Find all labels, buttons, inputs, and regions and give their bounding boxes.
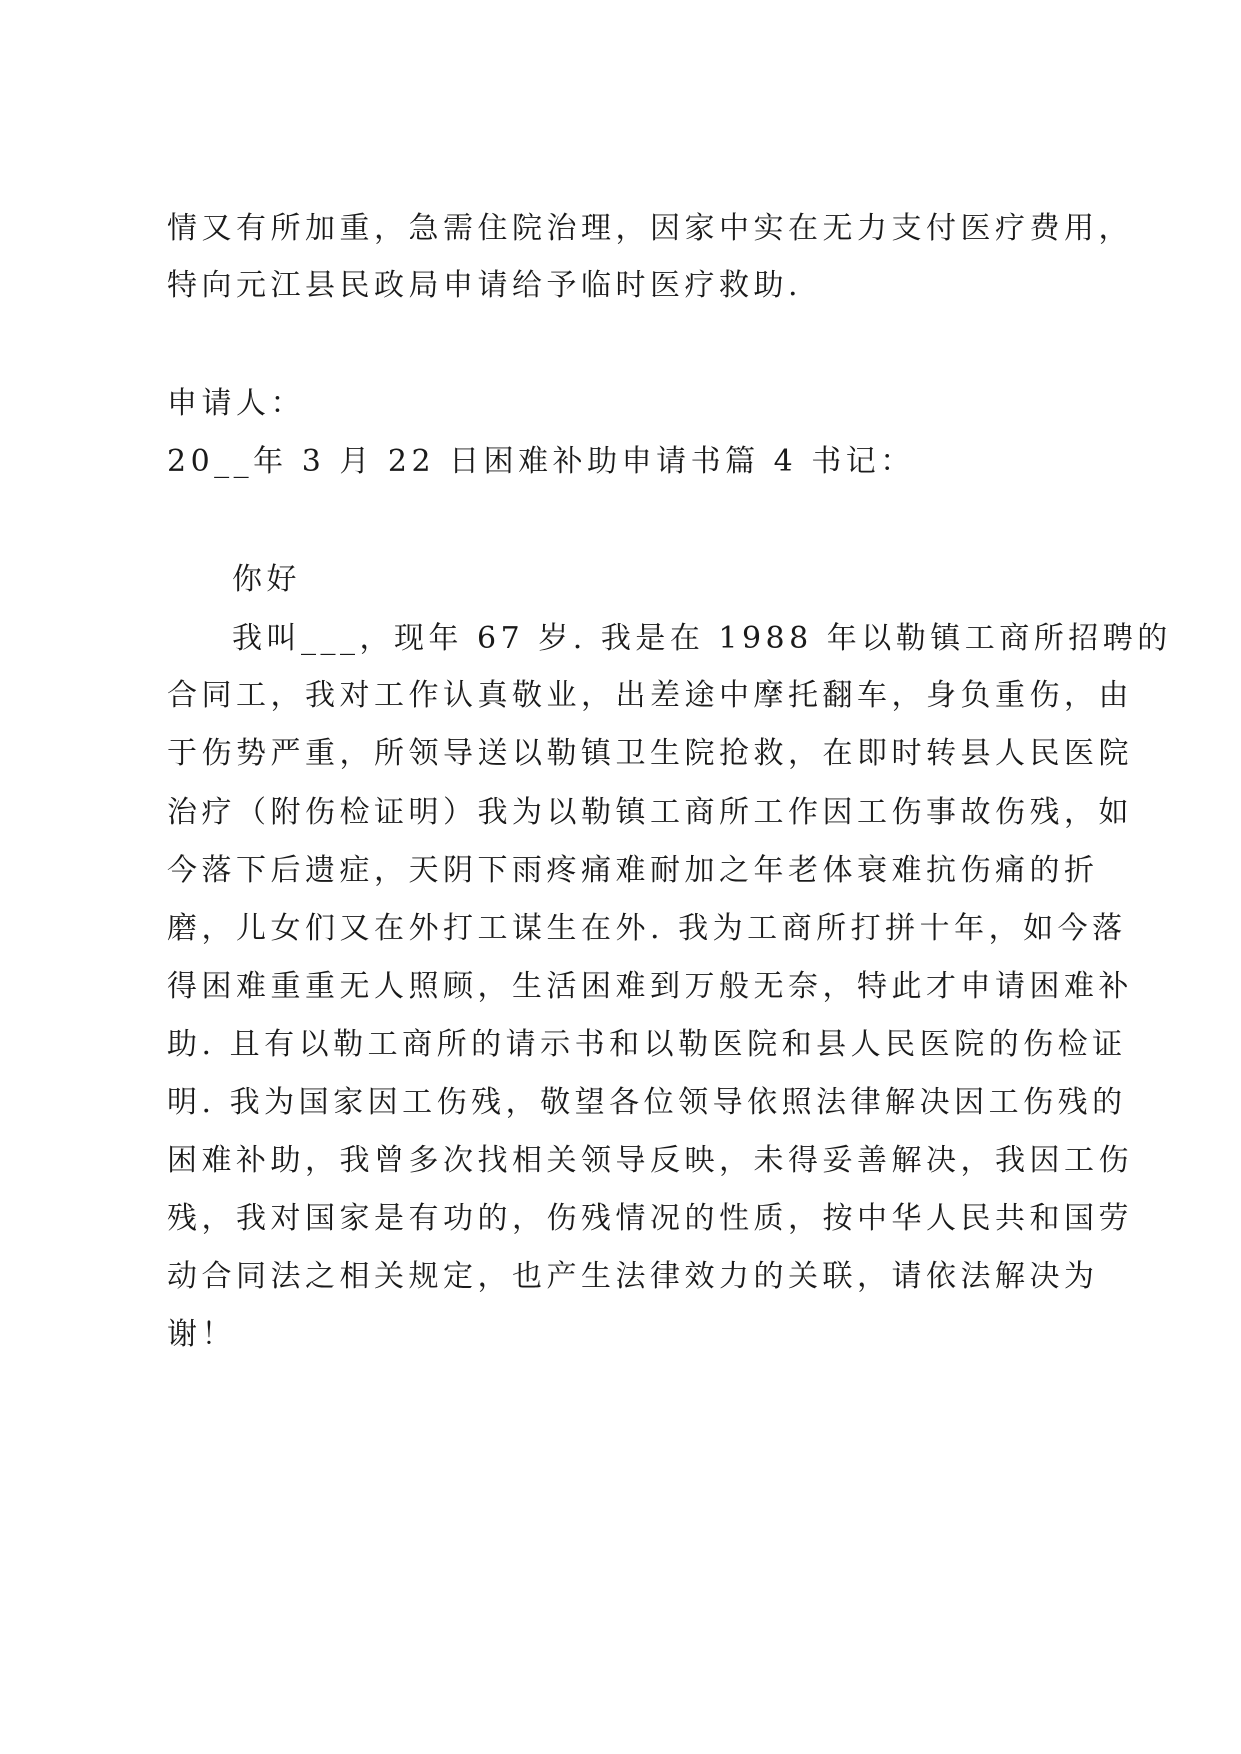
paragraph-line: 特向元江县民政局申请给予临时医疗救助. bbox=[167, 268, 803, 303]
paragraph-line: 残，我对国家是有功的，伤残情况的性质，按中华人民共和国劳 bbox=[167, 1201, 1133, 1236]
paragraph-line: 磨，儿女们又在外打工谋生在外. 我为工商所打拼十年，如今落 bbox=[167, 911, 1127, 946]
paragraph-line: 治疗（附伤检证明）我为以勒镇工商所工作因工伤事故伤残，如 bbox=[167, 795, 1133, 830]
paragraph-line: 我叫___，现年 67 岁. 我是在 1988 年以勒镇工商所招聘的 bbox=[232, 621, 1172, 656]
paragraph-line: 助. 且有以勒工商所的请示书和以勒医院和县人民医院的伤检证 bbox=[167, 1027, 1127, 1062]
paragraph-line: 于伤势严重，所领导送以勒镇卫生院抢救，在即时转县人民医院 bbox=[167, 736, 1133, 771]
paragraph-line: 情又有所加重，急需住院治理，因家中实在无力支付医疗费用， bbox=[167, 211, 1133, 246]
paragraph-line: 困难补助，我曾多次找相关领导反映，未得妥善解决，我因工伤 bbox=[167, 1143, 1133, 1178]
date-title-line: 20__年 3 月 22 日困难补助申请书篇 4 书记： bbox=[167, 444, 915, 479]
paragraph-line: 合同工，我对工作认真敬业，出差途中摩托翻车，身负重伤，由 bbox=[167, 678, 1133, 713]
paragraph-line: 今落下后遗症，天阴下雨疼痛难耐加之年老体衰难抗伤痛的折 bbox=[167, 853, 1099, 888]
paragraph-line: 明. 我为国家因工伤残，敬望各位领导依照法律解决因工伤残的 bbox=[167, 1085, 1127, 1120]
paragraph-line: 动合同法之相关规定，也产生法律效力的关联，请依法解决为 bbox=[167, 1259, 1099, 1294]
applicant-label: 申请人： bbox=[167, 386, 305, 421]
paragraph-line: 得困难重重无人照顾，生活困难到万般无奈，特此才申请困难补 bbox=[167, 969, 1133, 1004]
greeting: 你好 bbox=[232, 562, 301, 597]
paragraph-line: 谢！ bbox=[167, 1317, 236, 1352]
